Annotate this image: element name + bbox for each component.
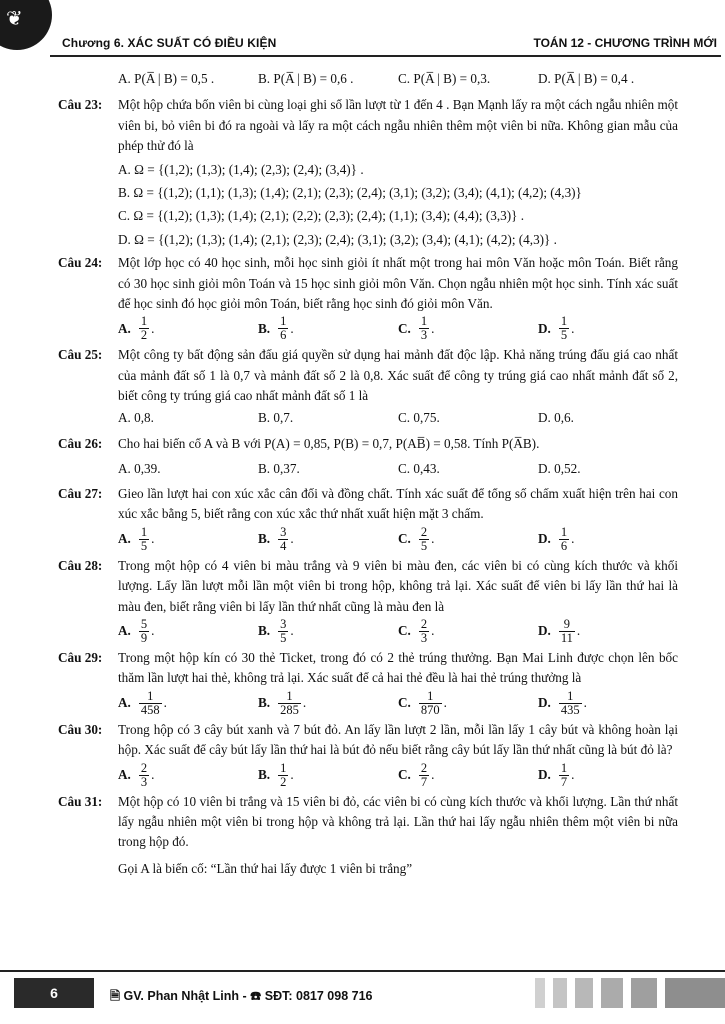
- option-c: C. $\frac{1}{870}$ .: [398, 688, 447, 717]
- option-a: A. Ω = {(1,2); (1,3); (1,4); (2,3); (2,4); (3,4)} .: [118, 161, 364, 177]
- option-a: A. 0,39.: [118, 460, 161, 476]
- question-29: [58, 648, 678, 717]
- option-c: C. $\frac{2}{7}$ .: [398, 760, 435, 789]
- option-b: B. 0,37.: [258, 460, 300, 476]
- option-a: A. $\frac{5}{9}$ .: [118, 616, 155, 645]
- question-label: Câu 26:: [58, 436, 103, 452]
- option-d: D. $\frac{9}{11}$ .: [538, 616, 581, 645]
- options-row: [118, 690, 678, 717]
- decorative-stripes: [535, 978, 725, 1008]
- page-footer: [0, 970, 725, 1024]
- footer-divider: [0, 970, 725, 972]
- option-a: A. $\frac{1}{5}$ .: [118, 524, 155, 553]
- options-row: [118, 526, 678, 553]
- course-title: TOÁN 12 - CHƯƠNG TRÌNH MỚI: [533, 36, 717, 50]
- question-text: Một công ty bất động sản đấu giá quyền sử dụng hai mảnh đất độc lập. Khả năng trúng đấu giá cao nhất của mảnh đất số 1 là 0,7 và mảnh đất số 2 là 0,8. Xác suất để công ty trúng giá cao nhất mảnh đất số 2, biết công ty trúng giá cao nhất mảnh đất số 1 là: [118, 347, 678, 404]
- logo: [0, 0, 52, 50]
- question-label: Câu 27:: [58, 485, 103, 501]
- option-b: B. $\frac{3}{5}$ .: [258, 616, 294, 645]
- header-divider: [50, 55, 721, 57]
- question-30: [58, 720, 678, 789]
- author-info: 🗎 GV. Phan Nhật Linh - ☎ SĐT: 0817 098 716: [110, 989, 373, 1003]
- option-a: A. $\frac{2}{3}$ .: [118, 760, 155, 789]
- option-a: A. 0,8.: [118, 409, 154, 425]
- option-c: C. $\frac{1}{3}$ .: [398, 314, 435, 343]
- question-label: Câu 25:: [58, 347, 103, 363]
- option-c: C. 0,43.: [398, 460, 440, 476]
- question-text: Trong một hộp kín có 30 thẻ Ticket, trong đó có 2 thẻ trúng thưởng. Bạn Mai Linh được chọn lên bốc thăm lần lượt hai thẻ, không trả lại. Xác suất để cả hai thẻ đều là hai thẻ trúng thưởng là: [118, 649, 678, 686]
- option-d: D. $\frac{1}{435}$ .: [538, 688, 587, 717]
- option-d: D. $\frac{1}{6}$ .: [538, 524, 575, 553]
- option-b: B. $\frac{1}{6}$ .: [258, 314, 294, 343]
- question-label: Câu 28:: [58, 557, 103, 573]
- option-b: B. P(A̅ | B) = 0,6 .: [258, 71, 354, 86]
- question-25: [58, 345, 678, 428]
- option-c: C. $\frac{2}{5}$ .: [398, 524, 435, 553]
- question-text: Gieo lần lượt hai con xúc xắc cân đối và đồng chất. Tính xác suất để tổng số chấm xuất hiện trên hai con xúc xắc bằng 5, biết rằng con xúc xắc thứ nhất xuất hiện mặt 3 chấm.: [118, 485, 678, 522]
- question-28: [58, 556, 678, 645]
- question-31: [58, 792, 678, 880]
- question-label: Câu 30:: [58, 721, 103, 737]
- page-header: [0, 0, 725, 60]
- question-text: Một hộp có 10 viên bi trắng và 15 viên bi đỏ, các viên bi có cùng kích thước và khối lượng. Lần thứ nhất lấy ngẫu nhiên một viên bi trong hộp và không trả lại. Lần thứ hai lấy ngẫu nhiên thêm một viên bi nữa trong hộp đó.: [118, 793, 678, 850]
- option-a: A. P(A̅ | B) = 0,5 .: [118, 71, 215, 86]
- option-c: C. 0,75.: [398, 409, 440, 425]
- exercise-list: [58, 68, 678, 879]
- option-d: D. Ω = {(1,2); (1,3); (1,4); (2,1); (2,3); (2,4); (3,1); (3,2); (3,4); (4,1); (4,2); (4,3)} .: [118, 231, 557, 247]
- question-label: Câu 29:: [58, 649, 103, 665]
- option-d: D. $\frac{1}{5}$ .: [538, 314, 575, 343]
- question-24: [58, 253, 678, 342]
- option-b: B. 0,7.: [258, 409, 294, 425]
- chapter-title: Chương 6. XÁC SUẤT CÓ ĐIỀU KIỆN: [62, 36, 277, 50]
- options-row: [118, 315, 678, 342]
- question-label: Câu 24:: [58, 255, 103, 271]
- prev-question-options: [58, 69, 678, 89]
- question-26: [58, 434, 678, 479]
- option-b: B. Ω = {(1,2); (1,1); (1,3); (1,4); (2,1); (2,3); (2,4); (3,1); (3,2); (3,4); (4,1); (4,2); (4,3)}: [118, 185, 582, 201]
- option-c: C. P(A̅ | B) = 0,3.: [398, 71, 491, 86]
- question-text: Trong một hộp có 4 viên bi màu trắng và 9 viên bi màu đen, các viên bi có cùng kích thước và khối lượng. Lấy lần lượt mỗi lần một viên bi trong hộp, không trả lại. Xác suất để viên bi lấy lần thứ hai là màu đen, biết rằng viên bi lấy lần thứ nhất cũng là màu đen là: [118, 557, 678, 614]
- question-text: Trong hộp có 3 cây bút xanh và 7 bút đỏ. An lấy lần lượt 2 lần, mỗi lần lấy 1 cây bút và không hoàn lại hộp. Xác suất để cây bút lấy lần thứ hai là bút đỏ nếu biết rằng cây bút lấy lần thứ nhất cũng là bút đỏ là?: [118, 721, 678, 758]
- option-a: A. $\frac{1}{2}$ .: [118, 314, 155, 343]
- question-27: [58, 484, 678, 553]
- question-label: Câu 31:: [58, 793, 103, 809]
- options-row: [118, 459, 678, 479]
- question-23: [58, 95, 678, 250]
- question-label: Câu 23:: [58, 97, 103, 113]
- question-text-2: Gọi A là biến cố: “Lần thứ hai lấy được 1 viên bi trắng”: [118, 860, 413, 876]
- question-text: Một lớp học có 40 học sinh, mỗi học sinh giỏi ít nhất một trong hai môn Văn hoặc môn Toán. Biết rằng có 30 học sinh giỏi môn Toán và 15 học sinh giỏi môn Văn. Chọn ngẫu nhiên một học sinh. Tính xác suất để học sinh đó học giỏi môn Toán, biết rằng học sinh đó giỏi môn Văn.: [118, 255, 678, 312]
- page-number: 6: [14, 978, 94, 1008]
- option-b: B. $\frac{1}{2}$ .: [258, 760, 294, 789]
- options-row: [118, 618, 678, 645]
- question-text: Một hộp chứa bốn viên bi cùng loại ghi số lần lượt từ 1 đến 4 . Bạn Mạnh lấy ra một cách ngẫu nhiên một viên bi, bỏ viên bi đó ra ngoài và lấy ra một cách ngẫu nhiên thêm một viên bi nữa. Không gian mẫu của phép thử đó là: [118, 97, 678, 154]
- option-b: B. $\frac{1}{285}$ .: [258, 688, 307, 717]
- option-d: D. $\frac{1}{7}$ .: [538, 760, 575, 789]
- option-c: C. $\frac{2}{3}$ .: [398, 616, 435, 645]
- options-row: [118, 408, 678, 428]
- option-a: A. $\frac{1}{458}$ .: [118, 688, 167, 717]
- question-text: Cho hai biến cố A và B với P(A) = 0,85, P(B) = 0,7, P(AB̅) = 0,58. Tính P(A̅B).: [118, 436, 540, 452]
- leaf-icon: ❦: [6, 8, 23, 30]
- option-b: B. $\frac{3}{4}$ .: [258, 524, 294, 553]
- option-d: D. 0,52.: [538, 460, 581, 476]
- option-d: D. P(A̅ | B) = 0,4 .: [538, 71, 635, 86]
- option-d: D. 0,6.: [538, 409, 574, 425]
- options-row: [118, 762, 678, 789]
- option-c: C. Ω = {(1,2); (1,3); (1,4); (2,1); (2,2); (2,3); (2,4); (1,1); (3,4); (4,4); (3,3)} .: [118, 208, 525, 224]
